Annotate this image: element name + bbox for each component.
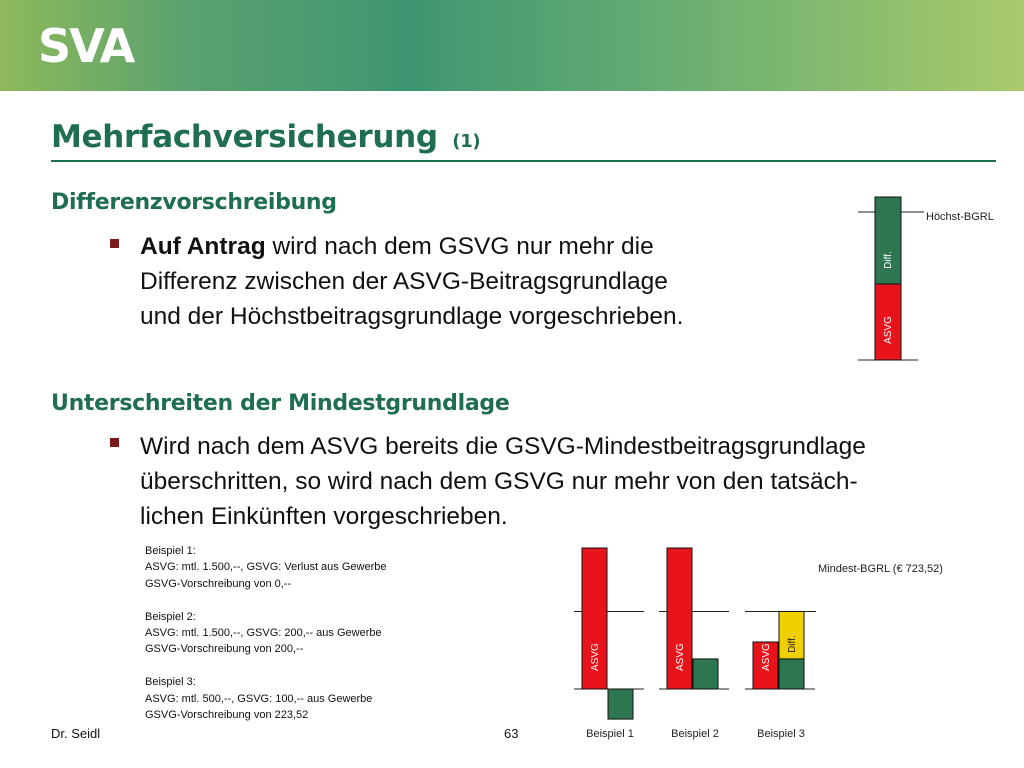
- gsvg-bar: [608, 689, 633, 719]
- bullet-square-icon: [110, 239, 119, 248]
- example-line: GSVG-Vorschreibung von 200,--: [145, 643, 304, 656]
- section1-line-3: und der Höchstbeitragsgrundlage vorgeschrieben.: [140, 303, 684, 330]
- example-label: Beispiel 3: [757, 728, 805, 740]
- example-line: [145, 592, 445, 608]
- section1-line-1: wird nach dem GSVG nur mehr die: [265, 233, 654, 260]
- bullet-square-icon: [110, 438, 119, 447]
- gsvg-bar: [693, 659, 718, 689]
- footer-author: Dr. Seidl: [51, 726, 101, 741]
- title-divider: [51, 160, 996, 162]
- section2-line-2: überschritten, so wird nach dem GSVG nur mehr von den tatsäch-: [140, 468, 858, 495]
- example-line: ASVG: mtl. 500,--, GSVG: 100,-- aus Gewerbe: [145, 692, 373, 705]
- asvg-bar-label: ASVG: [675, 643, 686, 671]
- example-line: Beispiel 2:: [145, 610, 196, 623]
- hoechst-label: Höchst-BGRL: [926, 211, 994, 223]
- header-banner: [0, 0, 1024, 91]
- gsvg-bar: [779, 659, 804, 689]
- section1-bullet-bold: Auf Antrag: [140, 233, 266, 260]
- section1-line-2: Differenz zwischen der ASVG-Beitragsgrundlage: [140, 268, 668, 295]
- asvg-bar-label: ASVG: [590, 643, 601, 671]
- example-line: Beispiel 1:: [145, 545, 196, 557]
- logo-text: SVA: [38, 19, 134, 73]
- asvg-segment-label: ASVG: [883, 316, 894, 344]
- page-title-main: Mehrfachversicherung: [51, 119, 438, 155]
- example-label: Beispiel 1: [586, 728, 634, 740]
- section1-heading: Differenzvorschreibung: [51, 190, 337, 215]
- example-label: Beispiel 2: [671, 728, 719, 740]
- example-line: ASVG: mtl. 1.500,--, GSVG: Verlust aus Gewerbe: [145, 561, 387, 574]
- page-title-suffix: (1): [452, 131, 481, 152]
- diff-segment-label: Diff.: [883, 251, 894, 269]
- hoechst-diagram: [840, 190, 1020, 370]
- section1-bullet-text: [140, 229, 820, 334]
- sva-logo: [38, 19, 134, 73]
- section2-line-3: lichen Einkünften vorgeschrieben.: [140, 503, 508, 530]
- example-line: [145, 658, 445, 674]
- examples-block: [145, 543, 445, 723]
- diff-bar-label: Diff.: [787, 635, 798, 653]
- example-line: GSVG-Vorschreibung von 223,52: [145, 708, 309, 721]
- page-title: [51, 117, 480, 162]
- section2-bullet-text: [140, 429, 1010, 534]
- mindest-label: Mindest-BGRL (€ 723,52): [818, 563, 943, 575]
- mindest-diagram: [560, 538, 1000, 748]
- example-line: ASVG: mtl. 1.500,--, GSVG: 200,-- aus Gewerbe: [145, 626, 382, 639]
- asvg-bar-label: ASVG: [761, 643, 772, 671]
- section2-heading: Unterschreiten der Mindestgrundlage: [51, 391, 510, 416]
- diff-segment: [875, 197, 901, 284]
- section2-line-1: Wird nach dem ASVG bereits die GSVG-Mindestbeitragsgrundlage: [140, 433, 866, 460]
- example-line: Beispiel 3:: [145, 676, 196, 689]
- footer-page-number: 63: [504, 726, 519, 741]
- example-line: GSVG-Vorschreibung von 0,--: [145, 577, 292, 590]
